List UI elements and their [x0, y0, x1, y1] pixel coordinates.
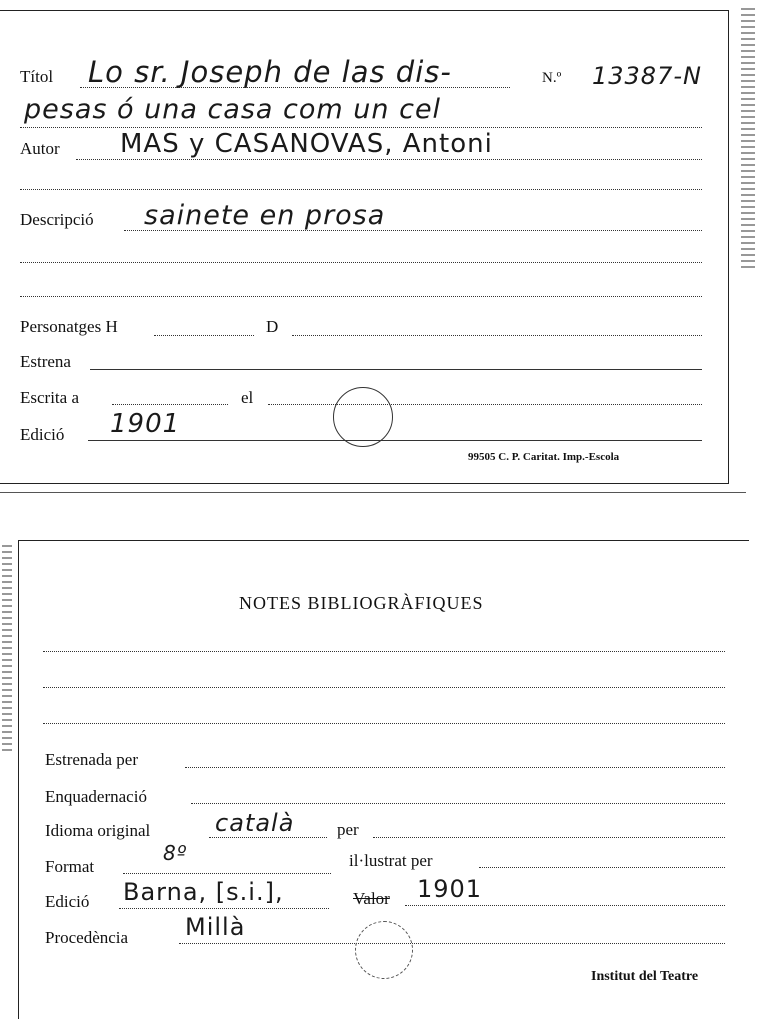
edicio-line: [88, 440, 702, 441]
procedencia-line: [179, 943, 725, 944]
format-label: Format: [45, 857, 95, 876]
personatges-d-label: D: [266, 317, 279, 336]
autor-line-2: [20, 189, 702, 190]
idioma-per-line: [373, 837, 725, 838]
valor-line: [405, 905, 725, 906]
enquadernacio-label: Enquadernació: [45, 787, 147, 806]
titol-label: Títol: [20, 67, 54, 86]
idioma-label: Idioma original: [45, 821, 151, 840]
notes-line-1: [43, 651, 725, 652]
notes-heading: NOTES BIBLIOGRÀFIQUES: [239, 593, 484, 613]
descripcio-value: sainete en prosa: [144, 200, 386, 231]
edicio2-value: Barna, [s.i.],: [123, 878, 284, 906]
faint-round-stamp: [355, 921, 413, 979]
escrita-el-label: el: [241, 388, 254, 407]
notes-line-3: [43, 723, 725, 724]
round-stamp: [333, 387, 393, 447]
catalog-card: [0, 10, 729, 484]
escrita-line: [112, 404, 228, 405]
titol-line-2: [20, 127, 702, 128]
estrenada-line: [185, 767, 725, 768]
format-value: 8º: [163, 841, 188, 865]
titol-value-line2: pesas ó una casa com un cel: [24, 94, 442, 125]
personatges-h-line: [154, 335, 254, 336]
autor-label: Autor: [20, 139, 60, 158]
bibliographic-card: [18, 540, 749, 1019]
autor-line: [76, 159, 702, 160]
format-illustrat-label: il·lustrat per: [349, 851, 433, 870]
idioma-value: català: [215, 809, 295, 837]
escrita-label: Escrita a: [20, 388, 79, 407]
estrena-line: [90, 369, 702, 370]
descripcio-line-2: [20, 262, 702, 263]
format-illustrat-line: [479, 867, 725, 868]
notes-line-2: [43, 687, 725, 688]
estrena-label: Estrena: [20, 352, 71, 371]
scan-edge-left: [2, 545, 12, 755]
titol-value-line1: Lo sr. Joseph de las dis-: [88, 55, 452, 89]
edicio2-label: Edició: [45, 892, 90, 911]
estrenada-label: Estrenada per: [45, 750, 138, 769]
format-line: [123, 873, 331, 874]
procedencia-label: Procedència: [45, 928, 129, 947]
institution-name: Institut del Teatre: [591, 969, 699, 984]
edicio2-line: [119, 908, 329, 909]
edicio-label: Edició: [20, 425, 65, 444]
edicio-value: 1901: [110, 409, 181, 439]
personatges-d-line: [292, 335, 702, 336]
card-separator: [0, 492, 746, 493]
scan-edge-right: [741, 8, 755, 268]
printer-imprint: 99505 C. P. Caritat. Imp.-Escola: [468, 451, 620, 463]
autor-value: MAS y CASANOVAS, Antoni: [120, 129, 493, 159]
idioma-line: [209, 837, 327, 838]
escrita-el-line: [268, 404, 702, 405]
personatges-label: Personatges H: [20, 317, 118, 336]
number-value: 13387-N: [592, 62, 702, 90]
descripcio-line-3: [20, 296, 702, 297]
valor-label: Valor: [353, 889, 390, 908]
idioma-per-label: per: [337, 820, 359, 839]
procedencia-value: Millà: [185, 913, 246, 941]
number-label: N.º: [542, 70, 562, 86]
enquadernacio-line: [191, 803, 725, 804]
descripcio-label: Descripció: [20, 210, 94, 229]
valor-value: 1901: [417, 875, 483, 903]
